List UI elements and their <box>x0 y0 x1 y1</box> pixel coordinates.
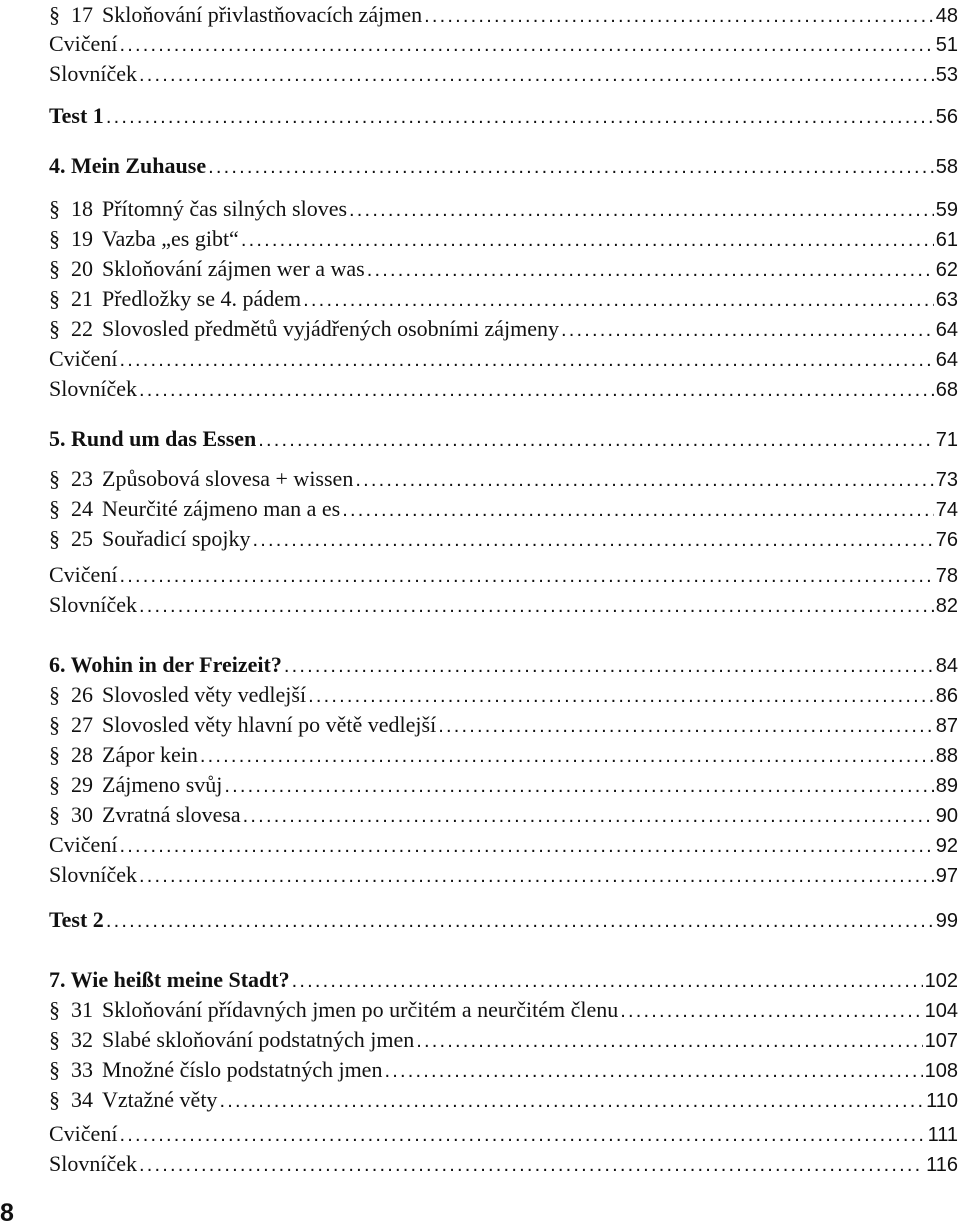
entry-title: Neurčité zájmeno man a es <box>102 496 341 521</box>
entry-title: Zájmeno svůj <box>102 772 223 797</box>
entry-title: Slovníček <box>49 862 137 887</box>
dot-leader <box>284 651 934 681</box>
dot-leader <box>224 771 933 801</box>
entry-title: Vztažné věty <box>102 1087 218 1112</box>
dot-leader <box>303 285 934 315</box>
toc-entry <box>49 0 958 30</box>
section-number: 29 <box>71 772 93 797</box>
paragraph-symbol: § <box>49 1087 60 1112</box>
toc-heading <box>49 650 958 680</box>
toc-entry <box>49 680 958 710</box>
entry-title: Cvičení <box>49 832 118 857</box>
entry-title: Množné číslo podstatných jmen <box>102 1057 383 1082</box>
entry-title: Skloňování přivlastňovacích zájmen <box>102 2 423 27</box>
toc-heading <box>49 101 958 131</box>
entry-title: Skloňování zájmen wer a was <box>102 256 365 281</box>
entry-title: Způsobová slovesa + wissen <box>102 466 354 491</box>
dot-leader <box>208 152 934 182</box>
entry-page-number: 99 <box>935 910 958 932</box>
dot-leader <box>384 1056 922 1086</box>
dot-leader <box>308 681 934 711</box>
toc-entry <box>49 494 958 524</box>
entry-title: 4. Mein Zuhause <box>49 153 207 178</box>
toc-entry <box>49 830 958 860</box>
dot-leader <box>119 30 933 60</box>
entry-title: Slovosled předmětů vyjádřených osobními zájmeny <box>102 316 560 341</box>
section-number: 34 <box>71 1087 93 1112</box>
entry-title: Slovníček <box>49 61 137 86</box>
toc-heading <box>49 965 958 995</box>
dot-leader <box>424 1 934 31</box>
dot-leader <box>119 1120 925 1150</box>
entry-page-number: 92 <box>935 835 958 857</box>
toc-heading <box>49 151 958 181</box>
entry-page-number: 58 <box>935 156 958 178</box>
section-number: 28 <box>71 742 93 767</box>
toc-entry <box>49 995 958 1025</box>
section-number: 23 <box>71 466 93 491</box>
entry-page-number: 76 <box>935 529 958 551</box>
entry-page-number: 74 <box>935 499 958 521</box>
paragraph-symbol: § <box>49 316 60 341</box>
paragraph-symbol: § <box>49 1027 60 1052</box>
toc-entry <box>49 59 958 89</box>
section-number: 31 <box>71 997 93 1022</box>
section-number: 25 <box>71 526 93 551</box>
toc-heading <box>49 905 958 935</box>
entry-page-number: 78 <box>935 565 958 587</box>
entry-title: 7. Wie heißt meine Stadt? <box>49 967 290 992</box>
entry-title: Předložky se 4. pádem <box>102 286 302 311</box>
paragraph-symbol: § <box>49 802 60 827</box>
dot-leader <box>219 1086 924 1116</box>
entry-page-number: 59 <box>935 199 958 221</box>
toc-entry <box>49 860 958 890</box>
dot-leader <box>139 375 934 405</box>
entry-title: Skloňování přídavných jmen po určitém a neurčitém členu <box>102 997 619 1022</box>
dot-leader <box>119 345 933 375</box>
toc-entry <box>49 314 958 344</box>
section-number: 32 <box>71 1027 93 1052</box>
section-number: 17 <box>71 2 93 27</box>
paragraph-symbol: § <box>49 496 60 521</box>
paragraph-symbol: § <box>49 712 60 737</box>
entry-page-number: 62 <box>935 259 958 281</box>
entry-title: Vazba „es gibt“ <box>102 226 239 251</box>
entry-title: Souřadicí spojky <box>102 526 251 551</box>
toc-entry <box>49 194 958 224</box>
toc-entry <box>49 254 958 284</box>
entry-page-number: 110 <box>926 1090 958 1112</box>
section-number: 20 <box>71 256 93 281</box>
entry-title: 5. Rund um das Essen <box>49 426 257 451</box>
entry-page-number: 51 <box>935 34 958 56</box>
dot-leader <box>119 561 933 591</box>
entry-title: Cvičení <box>49 562 118 587</box>
paragraph-symbol: § <box>49 997 60 1022</box>
page-number: 8 <box>0 1199 14 1227</box>
paragraph-symbol: § <box>49 742 60 767</box>
entry-page-number: 116 <box>926 1154 958 1176</box>
entry-page-number: 87 <box>935 715 958 737</box>
toc-entry <box>49 740 958 770</box>
entry-title: Slovosled věty vedlejší <box>102 682 307 707</box>
entry-title: Cvičení <box>49 31 118 56</box>
toc-entry <box>49 770 958 800</box>
paragraph-symbol: § <box>49 1057 60 1082</box>
toc-entry <box>49 284 958 314</box>
section-number: 30 <box>71 802 93 827</box>
entry-title: Cvičení <box>49 1121 118 1146</box>
dot-leader <box>292 966 923 996</box>
entry-page-number: 71 <box>935 429 958 451</box>
dot-leader <box>253 525 934 555</box>
dot-leader <box>119 831 933 861</box>
entry-page-number: 61 <box>935 229 958 251</box>
dot-leader <box>620 996 922 1026</box>
section-number: 33 <box>71 1057 93 1082</box>
toc-entry <box>49 590 958 620</box>
paragraph-symbol: § <box>49 526 60 551</box>
toc-entry <box>49 464 958 494</box>
dot-leader <box>349 195 934 225</box>
entry-title: Slovníček <box>49 1151 137 1176</box>
dot-leader <box>243 801 934 831</box>
section-number: 27 <box>71 712 93 737</box>
dot-leader <box>139 1150 924 1180</box>
paragraph-symbol: § <box>49 682 60 707</box>
paragraph-symbol: § <box>49 2 60 27</box>
entry-page-number: 88 <box>935 745 958 767</box>
entry-page-number: 89 <box>935 775 958 797</box>
section-number: 18 <box>71 196 93 221</box>
toc-entry <box>49 374 958 404</box>
toc-entry <box>49 344 958 374</box>
entry-page-number: 107 <box>924 1030 958 1052</box>
toc-entry <box>49 800 958 830</box>
paragraph-symbol: § <box>49 772 60 797</box>
paragraph-symbol: § <box>49 196 60 221</box>
dot-leader <box>355 465 933 495</box>
dot-leader <box>241 225 934 255</box>
dot-leader <box>139 861 934 891</box>
entry-title: Slovníček <box>49 376 137 401</box>
toc-entry <box>49 1119 958 1149</box>
entry-page-number: 84 <box>935 655 958 677</box>
entry-title: Zápor kein <box>102 742 198 767</box>
entry-page-number: 102 <box>924 970 958 992</box>
entry-title: Cvičení <box>49 346 118 371</box>
dot-leader <box>367 255 934 285</box>
entry-title: Slovníček <box>49 592 137 617</box>
toc-entry <box>49 560 958 590</box>
entry-page-number: 64 <box>935 349 958 371</box>
toc-heading <box>49 424 958 454</box>
entry-title: Slovosled věty hlavní po větě vedlejší <box>102 712 437 737</box>
entry-page-number: 82 <box>935 595 958 617</box>
toc-entry <box>49 29 958 59</box>
paragraph-symbol: § <box>49 286 60 311</box>
entry-page-number: 111 <box>927 1124 958 1146</box>
toc-entry <box>49 524 958 554</box>
entry-page-number: 68 <box>935 379 958 401</box>
toc-entry <box>49 1149 958 1179</box>
section-number: 21 <box>71 286 93 311</box>
entry-page-number: 73 <box>935 469 958 491</box>
toc-entry <box>49 1085 958 1115</box>
entry-page-number: 104 <box>924 1000 958 1022</box>
entry-page-number: 64 <box>935 319 958 341</box>
dot-leader <box>139 60 934 90</box>
entry-title: Test 2 <box>49 907 104 932</box>
dot-leader <box>106 102 934 132</box>
dot-leader <box>561 315 934 345</box>
dot-leader <box>258 425 934 455</box>
section-number: 26 <box>71 682 93 707</box>
entry-page-number: 53 <box>935 64 958 86</box>
entry-title: Slabé skloňování podstatných jmen <box>102 1027 415 1052</box>
toc-entry <box>49 1025 958 1055</box>
entry-page-number: 56 <box>935 106 958 128</box>
entry-title: Test 1 <box>49 103 104 128</box>
paragraph-symbol: § <box>49 256 60 281</box>
entry-title: Zvratná slovesa <box>102 802 241 827</box>
toc-entry <box>49 1055 958 1085</box>
dot-leader <box>342 495 934 525</box>
dot-leader <box>139 591 934 621</box>
section-number: 19 <box>71 226 93 251</box>
entry-page-number: 97 <box>935 865 958 887</box>
paragraph-symbol: § <box>49 466 60 491</box>
section-number: 22 <box>71 316 93 341</box>
entry-page-number: 90 <box>935 805 958 827</box>
toc-entry <box>49 710 958 740</box>
dot-leader <box>106 906 934 936</box>
dot-leader <box>200 741 934 771</box>
toc-entry <box>49 224 958 254</box>
dot-leader <box>438 711 934 741</box>
entry-title: Přítomný čas silných sloves <box>102 196 348 221</box>
section-number: 24 <box>71 496 93 521</box>
paragraph-symbol: § <box>49 226 60 251</box>
entry-page-number: 86 <box>935 685 958 707</box>
entry-page-number: 63 <box>935 289 958 311</box>
entry-page-number: 48 <box>935 5 958 27</box>
entry-title: 6. Wohin in der Freizeit? <box>49 652 282 677</box>
entry-page-number: 108 <box>924 1060 958 1082</box>
dot-leader <box>416 1026 922 1056</box>
